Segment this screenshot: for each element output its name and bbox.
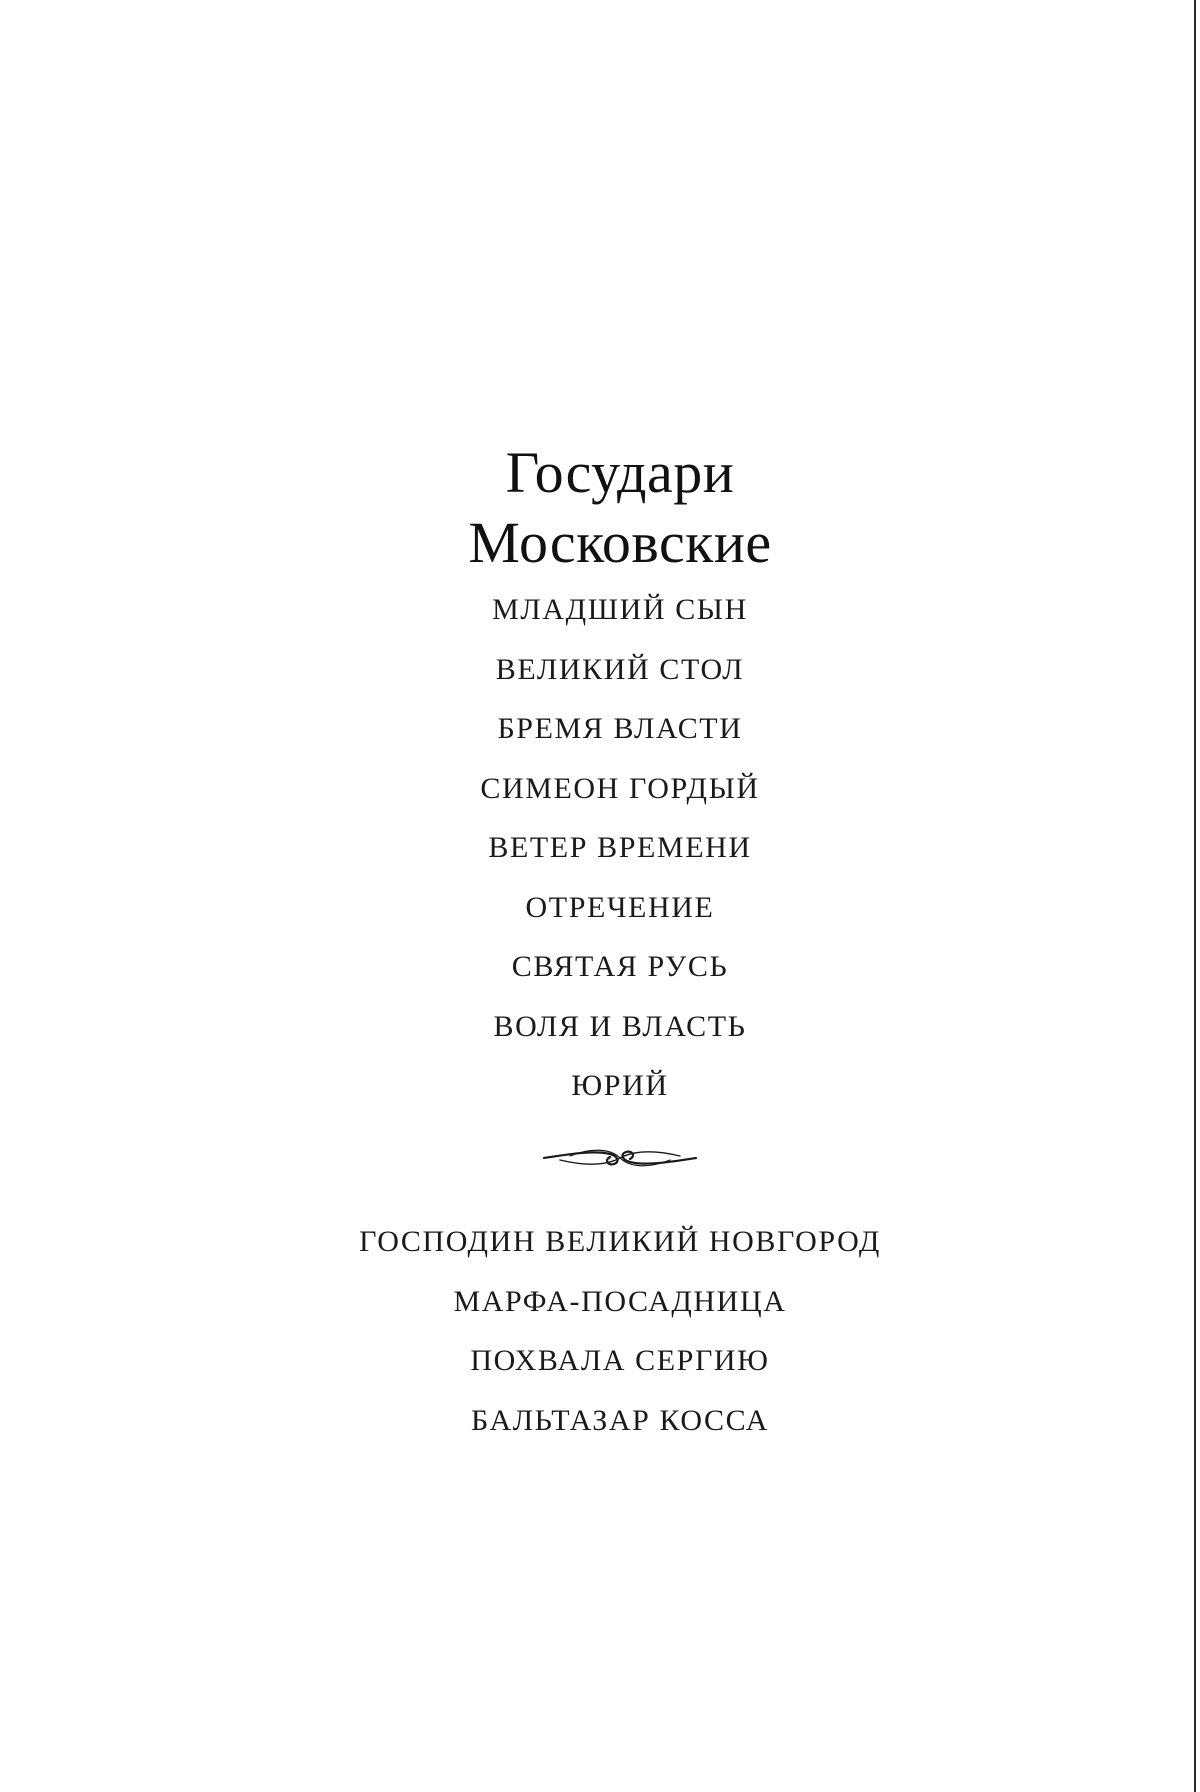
book-title: ВЕЛИКИЙ СТОЛ	[495, 652, 745, 686]
series-title-line-2: Московские	[468, 510, 772, 575]
book-title: МЛАДШИЙ СЫН	[492, 593, 748, 626]
book-title: ВЕТЕР ВРЕМЕНИ	[488, 831, 752, 864]
book-title: БРЕМЯ ВЛАСТИ	[497, 712, 743, 745]
standalone-book-list	[0, 1212, 1200, 1450]
book-title: БАЛЬТАЗАР КОССА	[471, 1403, 769, 1437]
book-title: СИМЕОН ГОРДЫЙ	[480, 771, 760, 805]
series-title	[0, 438, 1200, 578]
book-title: МАРФА-ПОСАДНИЦА	[453, 1284, 787, 1318]
book-title: ГОСПОДИН ВЕЛИКИЙ НОВГОРОД	[359, 1225, 881, 1258]
series-title-line-1: Государи	[505, 440, 735, 505]
flourish-divider-icon	[540, 1136, 700, 1180]
series-book-list	[0, 580, 1200, 1116]
book-title: ВОЛЯ И ВЛАСТЬ	[493, 1009, 747, 1043]
page-edge-line	[1194, 0, 1196, 1792]
book-title: ОТРЕЧЕНИЕ	[525, 890, 715, 924]
book-title: ЮРИЙ	[571, 1069, 669, 1102]
book-title: ПОХВАЛА СЕРГИЮ	[470, 1344, 770, 1377]
book-title: СВЯТАЯ РУСЬ	[511, 950, 729, 983]
